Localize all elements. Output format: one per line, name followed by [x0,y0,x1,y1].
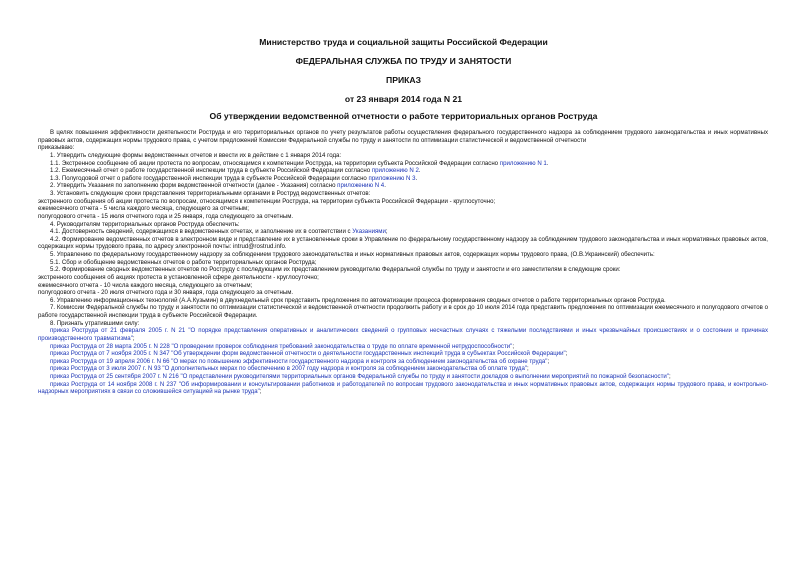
summary-deadline-semiannual: полугодового отчета - 20 июля отчетного года и 30 января, года следующего за отчетным. [38,289,294,297]
repealed-order-6: приказ Роструда от 25 сентября 2007 г. N 216 "О представлении руководителями территориальных органов Федеральной службы по труду и занятости докладов о выполнении мероприятий по пожарной безопасности"; [50,373,671,380]
repealed-order-3: приказ Роструда от 7 ноября 2005 г. N 347 "Об утверждении форм ведомственной отчетности о деятельности государственных инспекций труда в субъектах Российской Федерации"; [50,350,568,358]
document-date-number: от 23 января 2014 года N 21 [344,94,463,104]
deadline-monthly: ежемесячного отчета - 5 числа каждого месяца, следующего за отчетным; [38,205,249,213]
paragraph-1-3: 1.3. Полугодовой отчет о работе государственной инспекции труда в субъекте Российской Федерации согласно приложению N 3. [50,174,418,182]
paragraph-5: 5. Управлению по федеральному государственному надзору за соблюдением трудового законодательства и иных нормативных правовых актов, содержащих нормы трудового права, (О.В.Украинский) обеспечить: [50,251,655,258]
repealed-order-2: приказ Роструда от 28 марта 2005 г. N 228 "О проведении проверок соблюдения требований законодательства о труде по оплате временной нетрудоспособности"; [50,342,515,350]
intro-paragraph: В целях повышения эффективности деятельности Роструда и его территориальных органов по учету результатов работы осуществления федерального государственного надзора за соблюдением трудового законодательства и иных нормативных правовых актов, содержащих нормы трудового права, с учетом предложений Комиссии Федеральной службы по труду и занятости по оптимизации статистической и ведомственной отчетности [38,129,768,144]
deadline-emergency: экстренного сообщения об акции протеста по вопросам, относящимся к компетенции Роструда, на территории субъекта Российской Федерации - круглосуточно; [38,197,496,205]
paragraph-4: 4. Руководителям территориальных органов Роструда обеспечить: [50,220,240,228]
repealed-order-link[interactable]: приказ Роструда от 25 сентября 2007 г. N 216 "О представлении руководителями территориальных органов Федеральной службы по труду и занятости докладов о выполнении мероприятий по пожарной безопасности" [50,373,669,380]
appendix-1-link[interactable]: приложению N 1 [499,159,547,167]
repealed-order-1: приказ Роструда от 21 февраля 2005 г. N 21 "О порядке представления оперативных и аналитических сведений о групповых несчастных случаях с тяжелыми последствиями и иных чрезвычайных происшествиях и о состоянии и причинах производственного травматизма"; [38,327,768,342]
paragraph-7: 7. Комиссии Федеральной службы по труду и занятости по оптимизации статистической и ведомственной отчетности продолжить работу и в срок до 10 июля 2014 года представить предложения по оптимизации ежемесячного и полугодового отчетов о работе государственной инспекции труда в субъекте Российской Федерации. [38,304,768,319]
repealed-order-5: приказ Роструда от 3 июля 2007 г. N 93 "О дополнительных мерах по обеспечению в 2007 году надзора и контроля за соблюдением законодательства об оплате труда"; [50,365,529,373]
order-word: приказываю: [38,144,75,152]
service-name: ФЕДЕРАЛЬНАЯ СЛУЖБА ПО ТРУДУ И ЗАНЯТОСТИ [295,56,512,66]
repealed-order-link[interactable]: приказ Роструда от 19 апреля 2006 г. N 66 "О мерах по повышению эффективности государственного надзора и контроля за соблюдением законодательства об охране труда" [50,357,548,365]
paragraph-3: 3. Установить следующие сроки представления территориальными органами в Роструд ведомственных отчетов: [50,190,371,197]
repealed-order-link[interactable]: приказ Роструда от 28 марта 2005 г. N 228 "О проведении проверок соблюдения требований законодательства о труде по оплате временной нетрудоспособности" [50,342,513,350]
repealed-order-7: приказ Роструда от 14 ноября 2008 г. N 237 "Об информировании и консультировании работников и работодателей по вопросам трудового законодательства и иных нормативных правовых актов, содержащих нормы трудового права, и контрольно-надзорных мероприятиях в связи со сложившейся ситуацией на рынке труда"; [38,380,768,396]
repealed-order-link[interactable]: приказ Роструда от 14 ноября 2008 г. N 237 "Об информировании и консультировании работников и работодателей по вопросам трудового законодательства и иных нормативных правовых актов, содержащих нормы трудового права, и контрольно-надзорных мероприятиях в связи со сложившейся ситуацией на рынке труда" [38,380,768,396]
paragraph-6: 6. Управлению информационных технологий (А.А.Кузьмин) в двухнедельный срок представить предложения по автоматизации процесса формирования сводных отчетов о работе территориальных органов Роструда. [50,296,666,304]
paragraph-1-1: 1.1. Экстренное сообщение об акции протеста по вопросам, относящимся к компетенции Роструда, на территории субъекта Российской Федерации согласно приложению N 1. [50,159,549,167]
appendix-2-link[interactable]: приложению N 2 [371,167,419,175]
summary-deadline-monthly: ежемесячного отчета - 10 числа каждого месяца, следующего за отчетным; [38,281,253,289]
paragraph-8: 8. Признать утратившими силу: [50,319,140,327]
repealed-order-4: приказ Роструда от 19 апреля 2006 г. N 66 "О мерах по повышению эффективности государственного надзора и контроля за соблюдением законодательства об охране труда"; [50,357,550,365]
document-type: ПРИКАЗ [386,75,421,85]
paragraph-5-1: 5.1. Сбор и обобщение ведомственных отчетов о работе территориальных органов Роструда; [50,258,317,266]
repealed-order-link[interactable]: приказ Роструда от 7 ноября 2005 г. N 347 "Об утверждении форм ведомственной отчетности о деятельности государственных инспекций труда в субъектах Российской Федерации" [50,350,566,358]
document-body [38,129,768,396]
repealed-order-link[interactable]: приказ Роструда от 3 июля 2007 г. N 93 "О дополнительных мерах по обеспечению в 2007 году надзора и контроля за соблюдением законодательства об оплате труда" [50,365,528,373]
ministry-name: Министерство труда и социальной защиты Российской Федерации [259,37,548,47]
appendix-3-link[interactable]: приложению N 3 [368,174,416,182]
paragraph-1-2: 1.2. Ежемесячный отчет о работе государственной инспекции труда в субъекте Российской Федерации согласно приложению N 2. [50,167,421,175]
paragraph-4-1: 4.1. Достоверность сведений, содержащихся в ведомственных отчетах, и заполнение их в соответствии с Указаниями; [50,228,388,236]
paragraph-4-2: 4.2. Формирование ведомственных отчетов в электронном виде и представление их в установленные сроки в Управление по федеральному государственному надзору за соблюдением трудового законодательства и иных нормативных правовых актов, содержащих нормы трудового права, по адресу электронной почты: intrud@rostrud.info. [38,235,768,251]
deadline-semiannual: полугодового отчета - 15 июля отчетного года и 25 января, года следующего за отчетным. [38,212,294,220]
paragraph-1: 1. Утвердить следующие формы ведомственных отчетов и ввести их в действие с 1 января 2014 года: [50,151,342,159]
document-title: Об утверждении ведомственной отчетности о работе территориальных органов Роструда [209,111,598,121]
paragraph-5-2: 5.2. Формирование сводных ведомственных отчетов по Роструду с последующим их представлением руководителю Федеральной службы по труду и занятости и его заместителям в следующие сроки: [50,266,621,274]
appendix-4-link[interactable]: приложению N 4 [337,182,385,190]
summary-deadline-emergency: экстренного сообщения об акциях протеста в установленной сфере деятельности - круглосуточно; [38,273,319,281]
repealed-order-link[interactable]: приказ Роструда от 21 февраля 2005 г. N 21 "О порядке представления оперативных и аналитических сведений о групповых несчастных случаях с тяжелыми последствиями и иных чрезвычайных происшествиях и о состоянии и причинах производственного травматизма" [38,327,768,342]
instructions-link[interactable]: Указаниями [352,228,386,236]
paragraph-2: 2. Утвердить Указания по заполнению форм ведомственной отчетности (далее - Указания) согласно приложению N 4. [50,182,386,190]
